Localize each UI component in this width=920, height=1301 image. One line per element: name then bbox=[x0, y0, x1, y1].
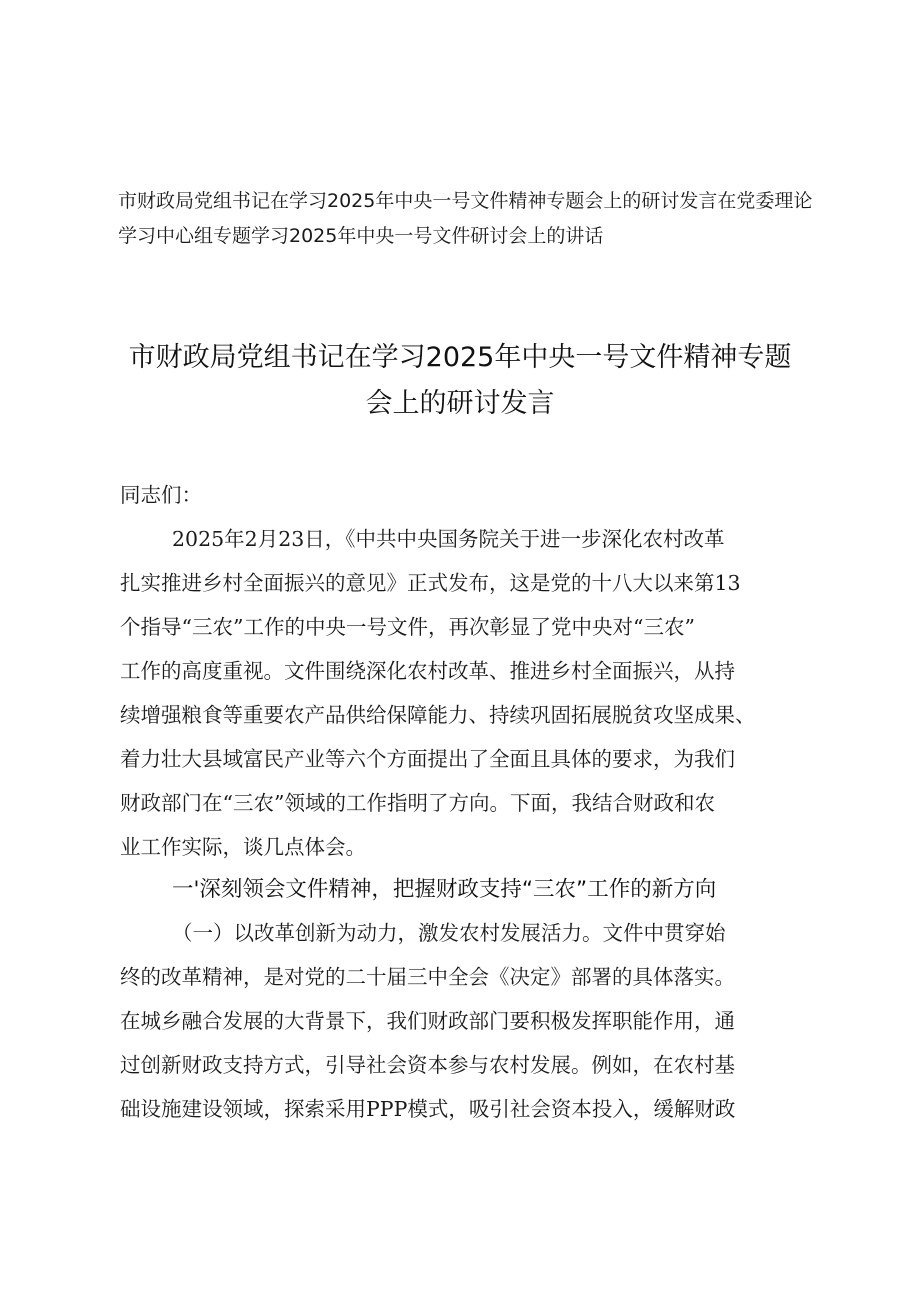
paragraph2-line-4: 过创新财政支持方式，引导社会资本参与农村发展。例如，在农村基 bbox=[120, 1053, 735, 1077]
section-heading-1: 一'深刻领会文件精神，把握财政支持“三农”工作的新方向 bbox=[172, 877, 717, 902]
header-line-1: 市财政局党组书记在学习2025年中央一号文件精神专题会上的研讨发言在党委理论 bbox=[118, 190, 813, 212]
paragraph1-line-1: 2025年2月23日，《中共中央国务院关于进一步深化农村改革 bbox=[172, 527, 725, 551]
paragraph1-line-7: 财政部门在“三农”领域的工作指明了方向。下面，我结合财政和农 bbox=[120, 791, 715, 815]
salutation: 同志们： bbox=[120, 483, 202, 507]
paragraph1-line-2: 扎实推进乡村全面振兴的意见》正式发布，这是党的十八大以来第13 bbox=[120, 571, 741, 595]
document-title-line-2: 会上的研讨发言 bbox=[365, 388, 555, 419]
paragraph1-line-3: 个指导“三农”工作的中央一号文件，再次彰显了党中央对“三农” bbox=[120, 615, 695, 639]
paragraph2-line-2: 终的改革精神，是对党的二十届三中全会《决定》部署的具体落实。 bbox=[120, 965, 735, 989]
paragraph1-line-5: 续增强粮食等重要农产品供给保障能力、持续巩固拓展脱贫攻坚成果、 bbox=[120, 703, 756, 727]
document-title-line-1: 市财政局党组书记在学习2025年中央一号文件精神专题 bbox=[128, 342, 792, 373]
paragraph2-line-5: 础设施建设领域，探索采用PPP模式，吸引社会资本投入，缓解财政 bbox=[120, 1097, 736, 1121]
paragraph2-line-1: （一）以改革创新为动力，激发农村发展活力。文件中贯穿始 bbox=[172, 921, 726, 945]
header-line-2: 学习中心组专题学习2025年中央一号文件研讨会上的讲话 bbox=[118, 225, 604, 247]
paragraph2-line-3: 在城乡融合发展的大背景下，我们财政部门要积极发挥职能作用，通 bbox=[120, 1009, 735, 1033]
paragraph1-line-4: 工作的高度重视。文件围绕深化农村改革、推进乡村全面振兴，从持 bbox=[120, 659, 735, 683]
paragraph1-line-8: 业工作实际，谈几点体会。 bbox=[120, 835, 366, 859]
paragraph1-line-6: 着力壮大县域富民产业等六个方面提出了全面且具体的要求，为我们 bbox=[120, 747, 735, 771]
